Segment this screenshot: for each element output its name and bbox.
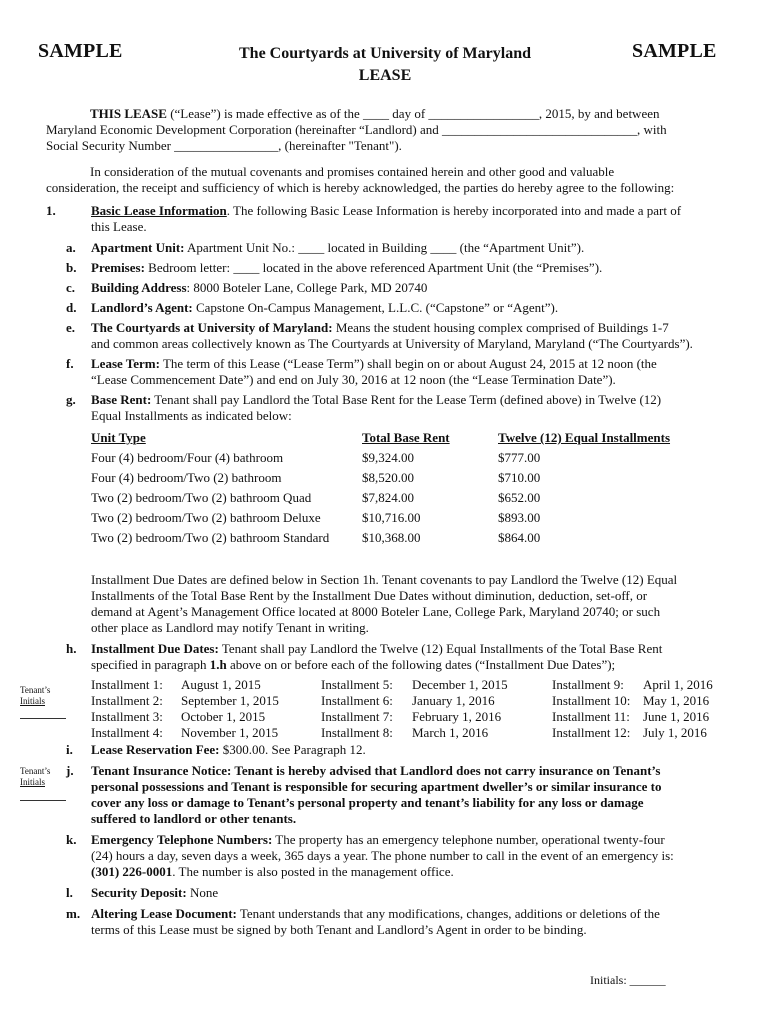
item-a-letter: a. (66, 240, 76, 255)
item-l-letter: l. (66, 885, 73, 900)
item-f-label: Lease Term: (91, 356, 160, 371)
item-e-text2: and common areas collectively known as The Courtyards at University of Maryland, Maryland (“The Courtyards”). (91, 336, 693, 351)
item-k-text1: The property has an emergency telephone number, operational twenty-four (272, 832, 665, 847)
intro-lead: THIS LEASE (90, 106, 167, 121)
list-item: September 1, 2015 (181, 693, 279, 708)
list-item: June 1, 2016 (643, 709, 710, 724)
list-item: Installment 6: (321, 693, 393, 708)
table-cell: $10,716.00 (362, 510, 421, 525)
item-c-letter: c. (66, 280, 76, 295)
consideration-line1: In consideration of the mutual covenants and promises contained herein and other good and valuable (90, 164, 615, 179)
item-f-text2: “Lease Commencement Date”) and end on July 30, 2016 at 12 noon (the “Lease Termination Date”). (91, 372, 616, 387)
item-k-text2: (24) hours a day, seven days a week, 365 days a year. The phone number to call in the event of an emergency is: (91, 848, 674, 863)
list-item: October 1, 2015 (181, 709, 266, 724)
installment-line4: other place as Landlord may notify Tenant in writing. (91, 620, 369, 635)
list-item: Installment 3: (91, 709, 163, 724)
list-item: Installment 2: (91, 693, 163, 708)
page-subtitle: LEASE (358, 67, 412, 84)
item-b-text: Bedroom letter: ____ located in the above referenced Apartment Unit (the “Premises”). (144, 260, 603, 275)
sample-watermark-right: SAMPLE (632, 40, 717, 62)
item-m-text2: terms of this Lease must be signed by both Tenant and Landlord’s Agent in order to be binding. (91, 922, 587, 937)
item-g-text2: Equal Installments as indicated below: (91, 408, 292, 423)
item-k-label: Emergency Telephone Numbers: (91, 832, 273, 847)
item-j-letter: j. (66, 763, 74, 778)
list-item: November 1, 2015 (181, 725, 279, 740)
rent-header-installment: Twelve (12) Equal Installments (498, 430, 671, 445)
item-h-label: Installment Due Dates: (91, 641, 219, 656)
list-item: Installment 5: (321, 677, 393, 692)
page-title: The Courtyards at University of Maryland (239, 45, 531, 62)
item-l-text: None (186, 885, 219, 900)
list-item: April 1, 2016 (643, 677, 713, 692)
sidebar-tenants-2: Tenant’s (20, 766, 51, 776)
list-item: Installment 9: (552, 677, 624, 692)
item-e-text1: Means the student housing complex comprised of Buildings 1-7 (332, 320, 669, 335)
item-altering-lease (91, 906, 741, 938)
item-i-letter: i. (66, 742, 73, 757)
item-b-label: Premises: (91, 260, 145, 275)
table-cell: $10,368.00 (362, 530, 421, 545)
table-cell: $864.00 (498, 530, 541, 545)
rent-header-unit-type: Unit Type (91, 430, 146, 445)
item-e-label: The Courtyards at University of Maryland: (91, 320, 333, 335)
item-b-letter: b. (66, 260, 77, 275)
installment-line3: demand at Agent’s Management Office located at 8000 Boteler Lane, College Park, Maryland 20740; or such (91, 604, 661, 619)
item-j-line1: Tenant Insurance Notice: Tenant is hereby advised that Landlord does not carry insurance on Tenant’s (91, 763, 661, 778)
list-item: July 1, 2016 (643, 725, 707, 740)
table-cell: Four (4) bedroom/Two (2) bathroom (91, 470, 282, 485)
item-a-text: Apartment Unit No.: ____ located in Building ____ (the “Apartment Unit”). (184, 240, 585, 255)
item-insurance-notice (91, 763, 741, 827)
list-item: Installment 10: (552, 693, 631, 708)
item-j-line4: suffered to landlord or other tenants. (91, 811, 297, 826)
item-m-text1: Tenant understands that any modifications, changes, additions or deletions of the (236, 906, 660, 921)
consideration-line2: consideration, the receipt and sufficiency of which is hereby acknowledged, the parties do hereby agree to the following: (46, 180, 675, 195)
item-lease-term (91, 356, 741, 388)
item-h-letter: h. (66, 641, 77, 656)
list-item: February 1, 2016 (412, 709, 502, 724)
item-i-text: $300.00. See Paragraph 12. (219, 742, 366, 757)
tenant-initials-label-2 (20, 766, 50, 788)
list-item: December 1, 2015 (412, 677, 508, 692)
tenant-initials-field-2[interactable] (20, 800, 66, 801)
list-item: Installment 4: (91, 725, 163, 740)
item-emergency-numbers (91, 832, 741, 880)
item-f-text1: The term of this Lease (“Lease Term”) shall begin on or about August 24, 2015 at 12 noon (the (159, 356, 657, 371)
tenant-initials-field-1[interactable] (20, 718, 66, 719)
table-cell: $893.00 (498, 510, 541, 525)
item-k-letter: k. (66, 832, 77, 847)
list-item: Installment 12: (552, 725, 631, 740)
section-number: 1. (46, 203, 56, 218)
item-landlords-agent (91, 300, 741, 316)
list-item: Installment 7: (321, 709, 393, 724)
item-k-text3: . The number is also posted in the management office. (172, 864, 454, 879)
table-cell: Two (2) bedroom/Two (2) bathroom Quad (91, 490, 312, 505)
section-text-line2: this Lease. (91, 219, 147, 234)
item-h-text2a: specified in paragraph (91, 657, 210, 672)
item-d-letter: d. (66, 300, 77, 315)
installment-paragraph (91, 572, 741, 636)
table-cell: $652.00 (498, 490, 541, 505)
intro-line2: Maryland Economic Development Corporation (hereinafter “Landlord) and ______________________________, with (46, 122, 667, 137)
list-item: Installment 11: (552, 709, 630, 724)
item-security-deposit (91, 885, 741, 901)
list-item: August 1, 2015 (181, 677, 261, 692)
item-d-label: Landlord’s Agent: (91, 300, 193, 315)
installment-line1: Installment Due Dates are defined below in Section 1h. Tenant covenants to pay Landlord the Twelve (12) Equal (91, 572, 678, 587)
footer-initials[interactable]: Initials: ______ (590, 973, 666, 987)
installment-line2: Installments of the Total Base Rent by the Installment Due Dates without diminution, deduction, set-off, or (91, 588, 648, 603)
item-apartment-unit (91, 240, 741, 256)
list-item: Installment 8: (321, 725, 393, 740)
sidebar-initials-2: Initials (20, 777, 45, 787)
item-g-text1: Tenant shall pay Landlord the Total Base Rent for the Lease Term (defined above) in Twelve (12) (151, 392, 662, 407)
sidebar-tenants-1: Tenant’s (20, 685, 51, 695)
list-item: March 1, 2016 (412, 725, 489, 740)
item-m-letter: m. (66, 906, 81, 921)
item-c-text: : 8000 Boteler Lane, College Park, MD 20740 (186, 280, 428, 295)
list-item: January 1, 2016 (412, 693, 495, 708)
table-cell: Two (2) bedroom/Two (2) bathroom Deluxe (91, 510, 321, 525)
table-cell: $777.00 (498, 450, 541, 465)
intro-paragraph (46, 106, 736, 154)
item-h-text1: Tenant shall pay Landlord the Twelve (12) Equal Installments of the Total Base Rent (218, 641, 663, 656)
table-cell: Two (2) bedroom/Two (2) bathroom Standard (91, 530, 330, 545)
item-courtyards (91, 320, 741, 352)
item-i-label: Lease Reservation Fee: (91, 742, 220, 757)
item-e-letter: e. (66, 320, 76, 335)
table-cell: $7,824.00 (362, 490, 414, 505)
item-m-label: Altering Lease Document: (91, 906, 237, 921)
item-f-letter: f. (66, 356, 74, 371)
item-installment-due-dates (91, 641, 741, 673)
item-g-label: Base Rent: (91, 392, 152, 407)
section-basic-lease-info (91, 203, 741, 235)
item-j-line3: cover any loss or damage to Tenant’s personal property and tenant’s liability for any loss or damage (91, 795, 644, 810)
item-g-letter: g. (66, 392, 76, 407)
table-cell: Four (4) bedroom/Four (4) bathroom (91, 450, 284, 465)
table-cell: $9,324.00 (362, 450, 414, 465)
section-heading: Basic Lease Information (91, 203, 227, 218)
item-premises (91, 260, 741, 276)
table-cell: $8,520.00 (362, 470, 414, 485)
tenant-initials-label-1 (20, 685, 50, 707)
table-cell: $710.00 (498, 470, 541, 485)
sidebar-initials-1: Initials (20, 696, 45, 706)
consideration-paragraph (46, 164, 736, 196)
list-item: May 1, 2016 (643, 693, 710, 708)
rent-header-total: Total Base Rent (362, 430, 450, 445)
item-base-rent (91, 392, 741, 424)
item-l-label: Security Deposit: (91, 885, 187, 900)
emergency-phone: (301) 226-0001 (91, 864, 173, 879)
item-j-line2: personal possessions and Tenant is responsible for securing apartment dweller’s or similar insurance to (91, 779, 662, 794)
section-text-line1: . The following Basic Lease Information is hereby incorporated into and made a part of (226, 203, 682, 218)
item-reservation-fee (91, 742, 741, 758)
item-h-text2c: above on or before each of the following dates (“Installment Due Dates”); (226, 657, 616, 672)
item-d-text: Capstone On-Campus Management, L.L.C. (“Capstone” or “Agent”). (192, 300, 559, 315)
list-item: Installment 1: (91, 677, 163, 692)
item-c-label: Building Address (91, 280, 187, 295)
item-building-address (91, 280, 741, 296)
sample-watermark-left: SAMPLE (38, 40, 123, 62)
intro-line3: Social Security Number ________________, (hereinafter "Tenant"). (46, 138, 402, 153)
item-h-ref: 1.h (209, 657, 227, 672)
intro-line1: (“Lease”) is made effective as of the ____ day of _________________, 2015, by and between (166, 106, 660, 121)
item-a-label: Apartment Unit: (91, 240, 185, 255)
